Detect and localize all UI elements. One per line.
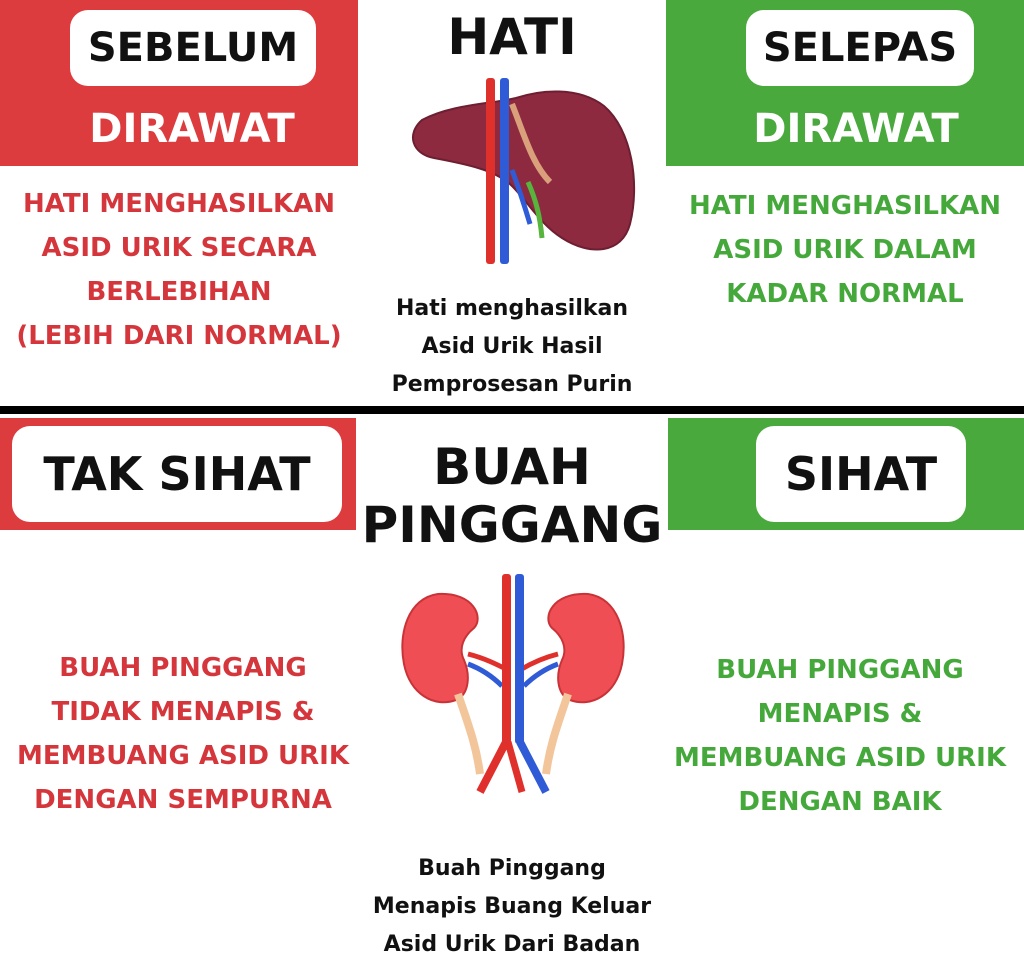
kidney-title [356, 438, 668, 554]
healthy-pill [756, 426, 966, 522]
liver-caption-line: Pemprosesan Purin [391, 372, 633, 397]
liver-title: HATI [447, 8, 577, 66]
unhealthy-description-line: BUAH PINGGANG [59, 653, 307, 683]
liver-caption-line: Hati menghasilkan [395, 296, 629, 321]
liver-caption [350, 290, 674, 404]
unhealthy-pill-label: TAK SIHAT [43, 447, 311, 501]
unhealthy-pill [12, 426, 342, 522]
section-divider [0, 406, 1024, 414]
after-pill-label: SELEPAS [762, 25, 958, 71]
unhealthy-description-line: TIDAK MENAPIS & [51, 697, 315, 727]
unhealthy-description [0, 646, 366, 822]
before-description-line: HATI MENGHASILKAN [23, 189, 335, 219]
kidney-title-line: BUAH [433, 438, 591, 496]
after-description-line: ASID URIK DALAM [713, 235, 977, 265]
kidney-caption-line: Asid Urik Dari Badan [383, 932, 641, 957]
kidney-icon [398, 574, 628, 796]
before-pill [70, 10, 316, 86]
before-sub-label: DIRAWAT [89, 106, 295, 152]
before-description [0, 182, 358, 358]
liver-caption-line: Asid Urik Hasil [421, 334, 603, 359]
healthy-description-line: MEMBUANG ASID URIK [673, 743, 1007, 773]
unhealthy-description-line: DENGAN SEMPURNA [34, 785, 332, 815]
before-description-line: ASID URIK SECARA [41, 233, 317, 263]
liver-icon [400, 74, 640, 270]
after-description [666, 184, 1024, 316]
unhealthy-description-line: MEMBUANG ASID URIK [16, 741, 350, 771]
healthy-description [656, 648, 1024, 824]
kidney-caption [340, 850, 684, 964]
healthy-description-line: MENAPIS & [757, 699, 923, 729]
healthy-description-line: DENGAN BAIK [738, 787, 942, 817]
before-description-line: BERLEBIHAN [86, 277, 272, 307]
kidney-caption-line: Menapis Buang Keluar [372, 894, 652, 919]
kidney-caption-line: Buah Pinggang [418, 856, 606, 881]
healthy-description-line: BUAH PINGGANG [716, 655, 964, 685]
healthy-pill-label: SIHAT [784, 447, 938, 501]
after-description-line: HATI MENGHASILKAN [689, 191, 1001, 221]
kidney-title-line: PINGGANG [361, 496, 663, 554]
after-description-line: KADAR NORMAL [726, 279, 964, 309]
before-description-line: (LEBIH DARI NORMAL) [16, 321, 342, 351]
after-pill [746, 10, 974, 86]
after-sub-label: DIRAWAT [753, 106, 959, 152]
before-pill-label: SEBELUM [87, 25, 299, 71]
